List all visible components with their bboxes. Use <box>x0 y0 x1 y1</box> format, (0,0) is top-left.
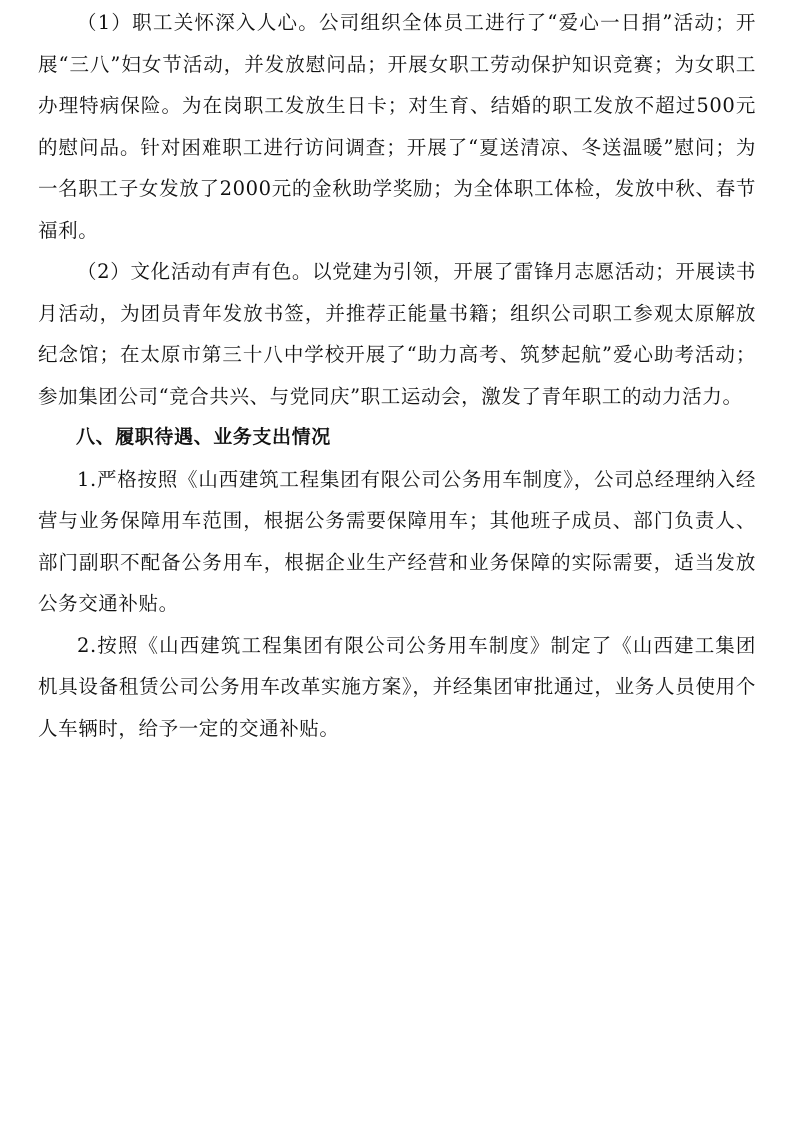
paragraph-cultural-activities: （2）文化活动有声有色。以党建为引领，开展了雷锋月志愿活动；开展读书月活动，为团员青年发放书签，并推荐正能量书籍；组织公司职工参观太原解放纪念馆；在太原市第三十八中学校开展了“助力高考、筑梦起航”爱心助考活动；参加集团公司“竞合共兴、与党同庆”职工运动会，激发了青年职工的动力活力。 <box>38 260 756 408</box>
section-heading-8: 八、履职待遇、业务支出情况 <box>76 426 331 448</box>
paragraph-employee-care: （1）职工关怀深入人心。公司组织全体员工进行了“爱心一日捐”活动；开展“三八”妇女节活动，并发放慰问品；开展女职工劳动保护知识竞赛；为女职工办理特病保险。为在岗职工发放生日卡；对生育、结婚的职工发放不超过500元的慰问品。针对困难职工进行访问调查；开展了“夏送清凉、冬送温暖”慰问；为一名职工子女发放了2000元的金秋助学奖励；为全体职工体检，发放中秋、春节福利。 <box>38 11 756 242</box>
paragraph-vehicle-policy-2: 2.按照《山西建筑工程集团有限公司公务用车制度》制定了《山西建工集团机具设备租赁公司公务用车改革实施方案》，并经集团审批通过，业务人员使用个人车辆时，给予一定的交通补贴。 <box>38 633 756 740</box>
paragraph-vehicle-policy-1: 1.严格按照《山西建筑工程集团有限公司公务用车制度》，公司总经理纳入经营与业务保障用车范围，根据公务需要保障用车；其他班子成员、部门负责人、部门副职不配备公务用车，根据企业生产经营和业务保障的实际需要，适当发放公务交通补贴。 <box>38 467 756 615</box>
